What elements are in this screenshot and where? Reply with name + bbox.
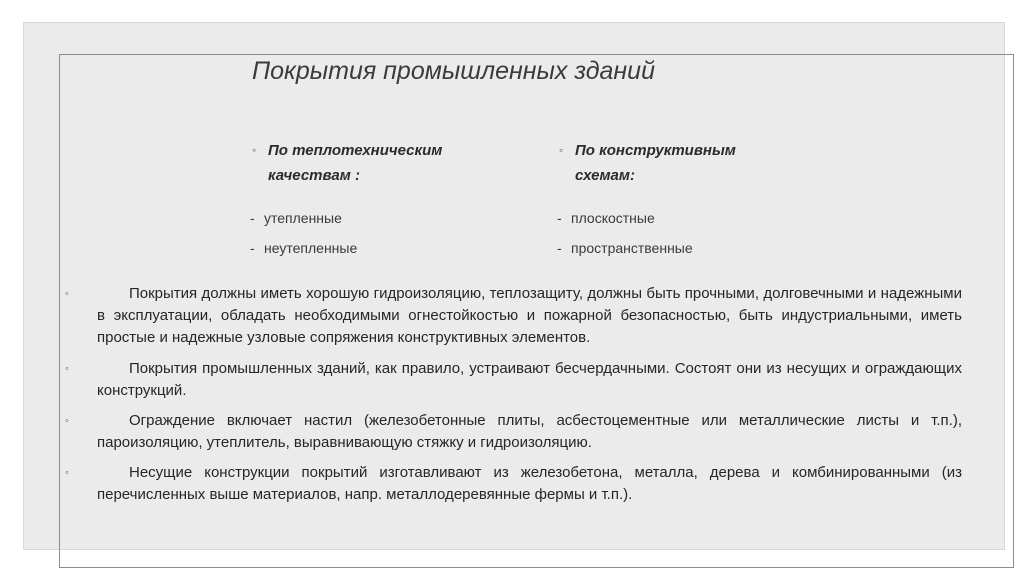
list-item — [250, 203, 510, 233]
paragraph — [65, 462, 962, 506]
dash-bullet: - — [250, 210, 255, 226]
heading-line-1: По конструктивным — [575, 142, 736, 159]
body-paragraphs — [65, 283, 962, 514]
slide-title: Покрытия промышленных зданий — [252, 57, 655, 85]
list-item-text: утепленные — [264, 210, 342, 226]
list-item — [250, 233, 510, 263]
list-item — [557, 233, 817, 263]
dash-bullet: - — [250, 240, 255, 256]
circle-bullet-icon: ◦ — [65, 415, 69, 427]
circle-bullet-icon: ◦ — [65, 288, 69, 300]
paragraph-text: Ограждение включает настил (железобетонные плиты, асбестоцементные или металлические листы и т.п.), пароизоляцию, утеплитель, выравнивающую стяжку и гидроизоляцию. — [97, 412, 962, 451]
list-item — [557, 203, 817, 233]
list-item-text: плоскостные — [571, 210, 655, 226]
sub-list — [557, 203, 817, 263]
paragraph — [65, 283, 962, 349]
list-item-text: неутепленные — [264, 240, 358, 256]
column-heading — [557, 138, 817, 188]
paragraph — [65, 358, 962, 402]
paragraph-text: Покрытия промышленных зданий, как правило, устраивают бесчердачными. Состоят они из несущих и ограждающих конструкций. — [97, 360, 962, 399]
dash-bullet: - — [557, 210, 562, 226]
circle-bullet-icon: ◦ — [65, 363, 69, 375]
list-item-text: пространственные — [571, 240, 693, 256]
column-heading — [250, 138, 510, 188]
column-thermal — [250, 138, 510, 263]
sub-list — [250, 203, 510, 263]
paragraph-text: Покрытия должны иметь хорошую гидроизоляцию, теплозащиту, должны быть прочными, долговечными и надежными в эксплуатации, обладать необходимыми огнестойкостью и пожарной безопасностью, быть индустриальными, иметь простые и надежные узловые сопряжения конструктивных элементов. — [97, 285, 962, 346]
paragraph — [65, 410, 962, 454]
column-structural — [557, 138, 817, 263]
heading-line-2: схемам: — [575, 167, 635, 184]
paragraph-text: Несущие конструкции покрытий изготавливают из железобетона, металла, дерева и комбинированными (из перечисленных выше материалов, напр. металлодеревянные фермы и т.п.). — [97, 464, 962, 503]
dash-bullet: - — [557, 240, 562, 256]
heading-line-1: По теплотехническим — [268, 142, 443, 159]
heading-line-2: качествам : — [268, 167, 360, 184]
circle-bullet-icon: ◦ — [65, 467, 69, 479]
circle-bullet-icon: ◦ — [252, 143, 257, 157]
circle-bullet-icon: ◦ — [559, 143, 564, 157]
